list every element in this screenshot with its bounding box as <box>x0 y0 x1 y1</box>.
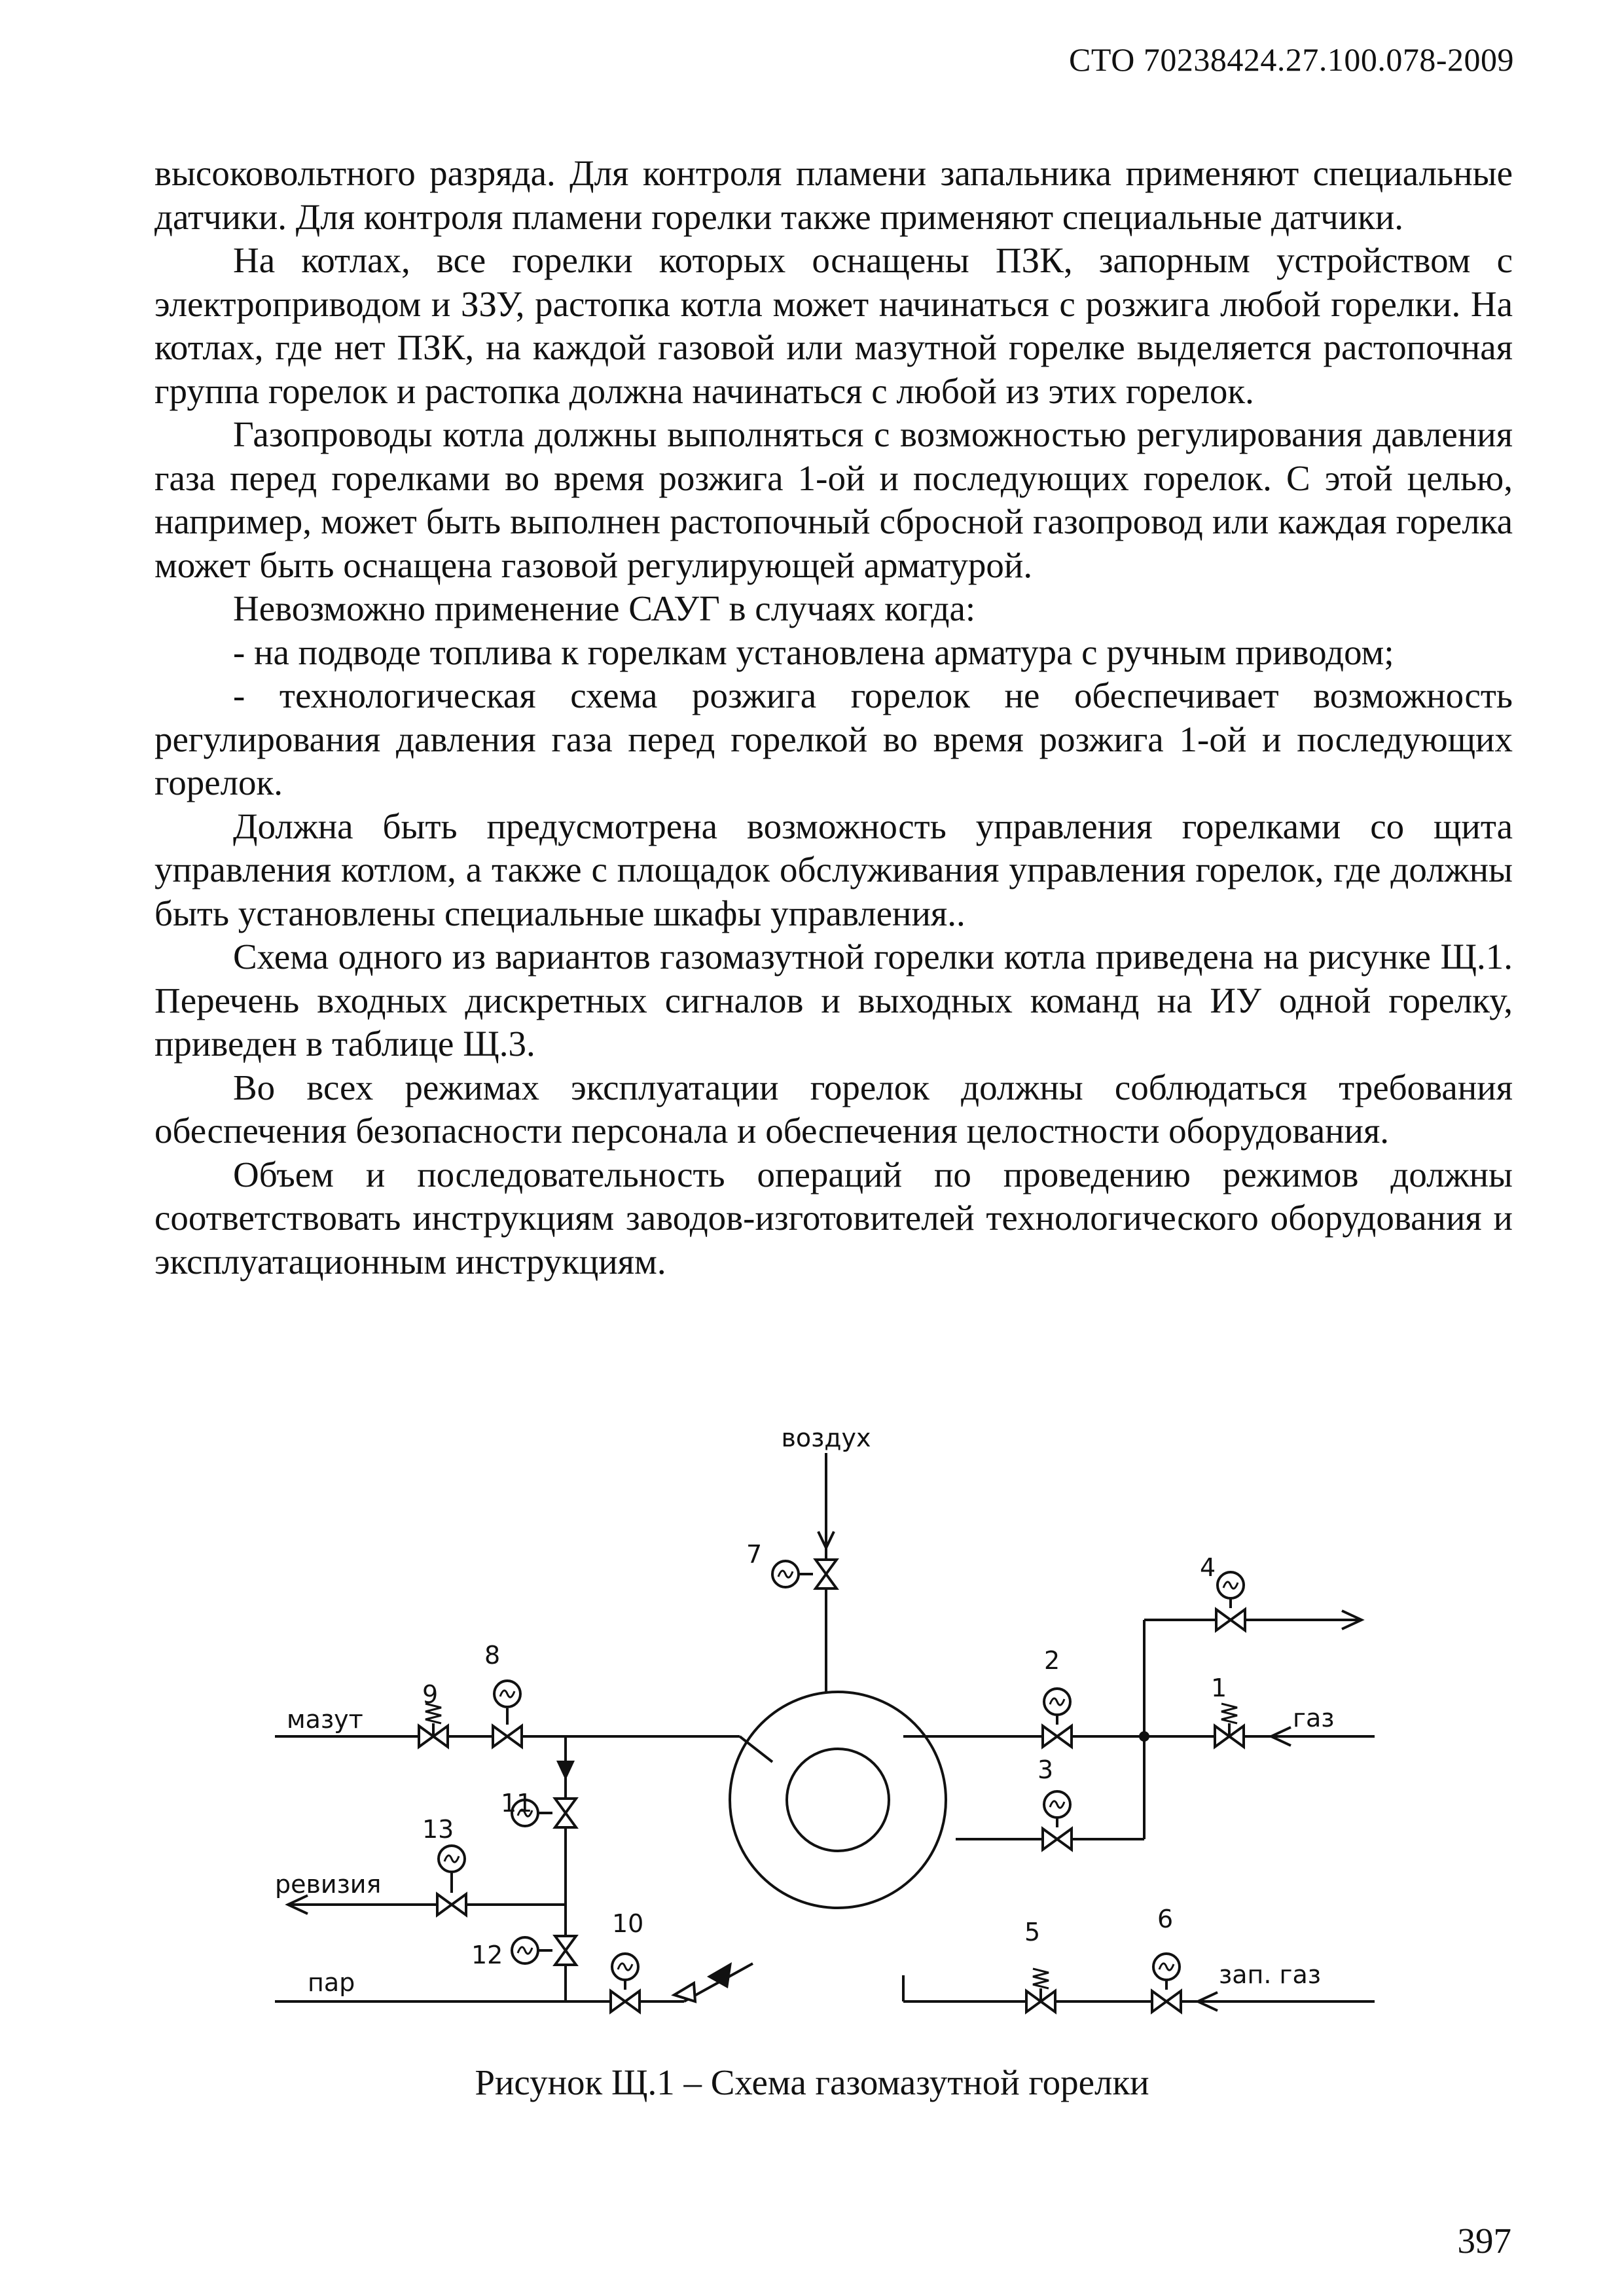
valve-number-11: 11 <box>501 1789 533 1818</box>
label-ignition-gas: зап. газ <box>1219 1960 1321 1989</box>
valve-4 <box>1216 1572 1245 1630</box>
valve-2 <box>1043 1689 1072 1747</box>
valve-number-5: 5 <box>1024 1918 1041 1946</box>
valve-5 <box>1026 1969 1055 2012</box>
valve-number-4: 4 <box>1200 1553 1216 1582</box>
label-steam: пар <box>308 1968 355 1997</box>
valve-10 <box>611 1954 640 2012</box>
valve-number-9: 9 <box>422 1680 439 1709</box>
paragraph: На котлах, все горелки которых оснащены ПЗК, запорным устройством с электроприводом и ЗЗУ, растопка котла может начинаться с розжига любой горелки. На котлах, где нет ПЗК, на каждой газовой или мазутной горелке выделяется растопочная группа горелок и растопка должна начинаться с любой из этих горелок. <box>154 240 1513 411</box>
valve-1 <box>1215 1704 1244 1747</box>
body-text <box>154 152 1513 1283</box>
valve-7 <box>772 1560 837 1588</box>
paragraph: высоковольтного разряда. Для контроля пламени запальника применяют специальные датчики. Для контроля пламени горелки также применяют специальные датчики. <box>154 153 1513 237</box>
label-air: воздух <box>781 1427 871 1452</box>
list-item: - технологическая схема розжига горелок не обеспечивает возможность регулирования давления газа перед горелкой во время розжига 1-ой и последующих горелок. <box>154 675 1513 802</box>
check-valve-steam <box>674 1962 732 2001</box>
valve-number-3: 3 <box>1038 1755 1054 1784</box>
valve-number-10: 10 <box>612 1909 644 1938</box>
valve-3 <box>1043 1791 1072 1850</box>
paragraph: Объем и последовательность операций по проведению режимов должны соответствовать инструкциям заводов-изготовителей технологического оборудования и эксплуатационным инструкциям. <box>154 1154 1513 1282</box>
paragraph: Должна быть предусмотрена возможность управления горелками со щита управления котлом, а также с площадок обслуживания управления горелок, где должны быть установлены специальные шкафы управления.. <box>154 806 1513 933</box>
document-code-header: СТО 70238424.27.100.078-2009 <box>1069 41 1514 78</box>
label-gas: газ <box>1293 1704 1335 1732</box>
valve-number-1: 1 <box>1211 1674 1227 1702</box>
paragraph: Во всех режимах эксплуатации горелок должны соблюдаться требования обеспечения безопасности персонала и обеспечения целостности оборудования. <box>154 1067 1513 1151</box>
valve-12 <box>512 1936 576 1965</box>
valve-number-12: 12 <box>471 1941 503 1969</box>
valve-number-7: 7 <box>746 1540 763 1569</box>
valve-9 <box>419 1704 448 1747</box>
valve-8 <box>493 1681 522 1747</box>
figure-caption: Рисунок Щ.1 – Схема газомазутной горелки <box>475 2062 1149 2102</box>
valve-number-2: 2 <box>1044 1646 1060 1675</box>
paragraph: Схема одного из вариантов газомазутной горелки котла приведена на рисунке Щ.1. Перечень входных дискретных сигналов и выходных команд на ИУ одной горелку, приведен в таблице Щ.3. <box>154 937 1513 1064</box>
paragraph: Газопроводы котла должны выполняться с возможностью регулирования давления газа перед горелками во время розжига 1-ой и последующих горелок. С этой целью, например, может быть выполнен растопочный сбросной газопровод или каждая горелка может быть оснащена газовой регулирующей арматурой. <box>154 414 1513 585</box>
valve-number-13: 13 <box>422 1815 454 1844</box>
label-revision: ревизия <box>275 1870 382 1899</box>
burner-schematic-diagram <box>0 1427 1624 2081</box>
valve-13 <box>437 1846 466 1915</box>
valve-6 <box>1152 1954 1181 2012</box>
list-item: - на подводе топлива к горелкам установлена арматура с ручным приводом; <box>233 632 1394 672</box>
page-number: 397 <box>1457 2221 1511 2261</box>
valve-number-6: 6 <box>1157 1905 1174 1933</box>
paragraph: Невозможно применение САУГ в случаях когда: <box>233 588 976 628</box>
burner-schematic-figure <box>0 1427 1624 2081</box>
check-valve-mazut <box>556 1761 575 1780</box>
label-mazut: мазут <box>287 1705 363 1734</box>
valve-number-8: 8 <box>484 1641 501 1670</box>
